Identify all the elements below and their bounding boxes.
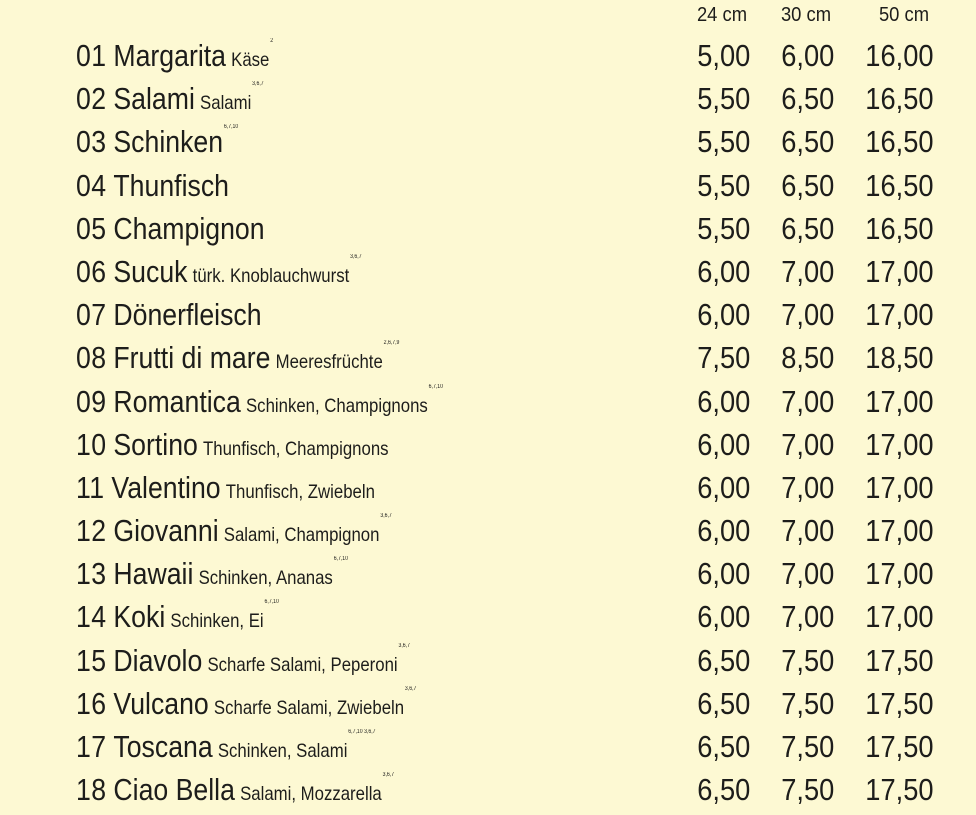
item-number: 01 [76,38,107,73]
menu-item-name-cell [76,168,229,204]
menu-item-name-cell [76,211,265,247]
item-number: 07 [76,297,107,333]
item-name: Valentino [111,469,221,505]
menu-item-row [0,599,976,642]
item-name: Sucuk [113,253,188,289]
menu-item-name-cell [76,340,399,376]
item-number: 06 [76,253,107,289]
item-number: 17 [76,729,107,764]
item-ingredients: Käse [231,49,270,71]
price-24cm: 6,50 [696,642,750,678]
item-number: 14 [76,599,107,635]
size-header-24: 24 cm [696,4,748,26]
item-ingredients: Salami, Mozzarella [240,783,382,806]
price-30cm: 8,50 [780,340,834,376]
item-allergens: 3,6,7 [398,642,410,649]
item-ingredients: Schinken, Champignons [245,394,428,417]
price-50cm: 17,00 [865,383,934,419]
price-30cm: 7,00 [780,253,834,289]
menu-item-name-cell [76,81,264,117]
item-name: Vulcano [113,685,209,721]
menu-list [0,38,976,815]
price-50cm: 17,00 [865,599,934,635]
price-24cm: 5,00 [696,38,750,73]
item-allergens: 3,6,7 [252,81,264,88]
item-ingredients: Thunfisch, Champignons [203,437,389,460]
price-30cm: 6,50 [780,81,834,117]
item-ingredients: Scharfe Salami, Peperoni [207,653,398,676]
item-name: Toscana [113,729,213,764]
item-name: Dönerfleisch [113,297,262,333]
item-name: Salami [113,81,195,117]
item-number: 09 [76,383,107,419]
item-allergens: 6,7,10 3,6,7 [348,729,376,735]
price-24cm: 5,50 [696,81,750,117]
price-50cm: 17,00 [865,426,934,462]
price-50cm: 17,50 [865,642,934,678]
menu-item-name-cell [76,513,392,549]
item-ingredients: Schinken, Ei [170,610,264,633]
item-number: 15 [76,642,107,678]
item-number: 12 [76,513,107,549]
item-number: 02 [76,81,107,117]
menu-item-row [0,38,976,81]
menu-item-row [0,643,976,686]
price-50cm: 17,00 [865,253,934,289]
menu-item-name-cell [76,124,238,160]
menu-item-name-cell [76,427,389,463]
menu-item-name-cell [76,38,273,74]
item-number: 16 [76,685,107,721]
item-ingredients: Salami [200,92,252,115]
price-50cm: 16,00 [865,38,934,73]
menu-item-row [0,470,976,513]
item-name: Giovanni [113,513,219,549]
item-name: Hawaii [113,556,194,592]
item-number: 13 [76,556,107,592]
item-name: Margarita [113,38,227,73]
item-ingredients: Meeresfrüchte [275,351,383,374]
price-30cm: 7,00 [780,513,834,549]
price-24cm: 6,00 [696,297,750,333]
item-allergens: 3,6,7 [350,253,362,260]
menu-item-row [0,297,976,340]
menu-item-row [0,254,976,297]
item-ingredients: Thunfisch, Zwiebeln [225,480,375,503]
item-allergens: 2 [270,38,274,44]
menu-item-name-cell [76,686,416,722]
price-30cm: 6,50 [780,124,834,160]
menu-item-row [0,427,976,470]
price-30cm: 7,00 [780,426,834,462]
menu-item-name-cell [76,297,262,333]
item-ingredients: türk. Knoblauchwurst [192,264,350,287]
price-50cm: 17,50 [865,772,934,808]
price-50cm: 17,50 [865,685,934,721]
price-24cm: 6,00 [696,513,750,549]
item-allergens: 3,6,7 [382,772,395,779]
menu-item-row [0,729,976,772]
price-24cm: 6,50 [696,729,750,764]
price-24cm: 5,50 [696,124,750,160]
size-header-30: 30 cm [780,4,832,26]
price-30cm: 7,00 [780,599,834,635]
item-name: Romantica [113,383,241,419]
item-allergens: 6,7,10 [333,556,349,563]
item-ingredients: Salami, Champignon [223,524,380,547]
item-ingredients: Scharfe Salami, Zwiebeln [213,696,405,719]
menu-item-row [0,340,976,383]
price-50cm: 17,00 [865,469,934,505]
price-30cm: 6,50 [780,210,834,246]
price-24cm: 5,50 [696,210,750,246]
size-header-50: 50 cm [878,4,930,26]
menu-item-row [0,513,976,556]
item-allergens: 6,7,10 [223,124,239,131]
price-30cm: 7,00 [780,556,834,592]
item-number: 05 [76,210,107,246]
menu-item-row [0,686,976,729]
price-30cm: 7,50 [780,772,834,808]
item-number: 18 [76,772,107,808]
menu-item-row [0,384,976,427]
price-24cm: 7,50 [696,340,750,376]
item-allergens: 3,6,7 [404,685,417,692]
price-24cm: 6,50 [696,685,750,721]
price-24cm: 6,00 [696,426,750,462]
price-30cm: 7,50 [780,642,834,678]
menu-item-name-cell [76,254,362,290]
price-50cm: 17,00 [865,556,934,592]
price-24cm: 6,00 [696,599,750,635]
menu-item-name-cell [76,470,375,506]
item-number: 08 [76,340,107,376]
menu-item-name-cell [76,556,348,592]
menu-item-row [0,168,976,211]
price-50cm: 16,50 [865,81,934,117]
item-number: 11 [76,469,105,505]
item-allergens: 6,7,10 [428,383,444,390]
item-name: Frutti di mare [113,340,271,376]
price-24cm: 6,00 [696,469,750,505]
price-30cm: 7,50 [780,685,834,721]
item-name: Thunfisch [113,167,229,203]
item-ingredients: Schinken, Salami [217,740,348,762]
menu-item-row [0,124,976,167]
item-number: 04 [76,167,107,203]
item-number: 10 [76,426,107,462]
price-24cm: 5,50 [696,167,750,203]
price-30cm: 7,00 [780,297,834,333]
menu-item-row [0,211,976,254]
price-24cm: 6,00 [696,383,750,419]
item-allergens: 6,7,10 [264,599,279,606]
price-50cm: 17,00 [865,297,934,333]
menu-item-row [0,556,976,599]
price-30cm: 6,00 [780,38,834,73]
menu-item-name-cell [76,599,279,635]
item-allergens: 3,6,7 [380,513,392,520]
item-name: Schinken [113,124,224,160]
item-name: Sortino [113,426,198,462]
item-name: Champignon [113,210,265,246]
price-50cm: 16,50 [865,210,934,246]
item-allergens: 2,6,7,9 [383,340,400,347]
price-50cm: 17,00 [865,513,934,549]
menu-item-row [0,81,976,124]
price-24cm: 6,00 [696,556,750,592]
menu-item-name-cell [76,384,443,420]
item-number: 03 [76,124,107,160]
item-name: Koki [113,599,166,635]
price-50cm: 17,50 [865,729,934,764]
price-30cm: 7,00 [780,469,834,505]
price-50cm: 16,50 [865,124,934,160]
item-ingredients: Schinken, Ananas [198,567,333,590]
price-50cm: 18,50 [865,340,934,376]
item-name: Ciao Bella [113,772,235,808]
menu-item-name-cell [76,643,410,679]
price-30cm: 7,50 [780,729,834,764]
menu-item-name-cell [76,772,394,808]
price-30cm: 7,00 [780,383,834,419]
price-50cm: 16,50 [865,167,934,203]
price-24cm: 6,00 [696,253,750,289]
price-24cm: 6,50 [696,772,750,808]
price-30cm: 6,50 [780,167,834,203]
item-name: Diavolo [113,642,203,678]
menu-item-row [0,772,976,815]
menu-item-name-cell [76,729,376,765]
